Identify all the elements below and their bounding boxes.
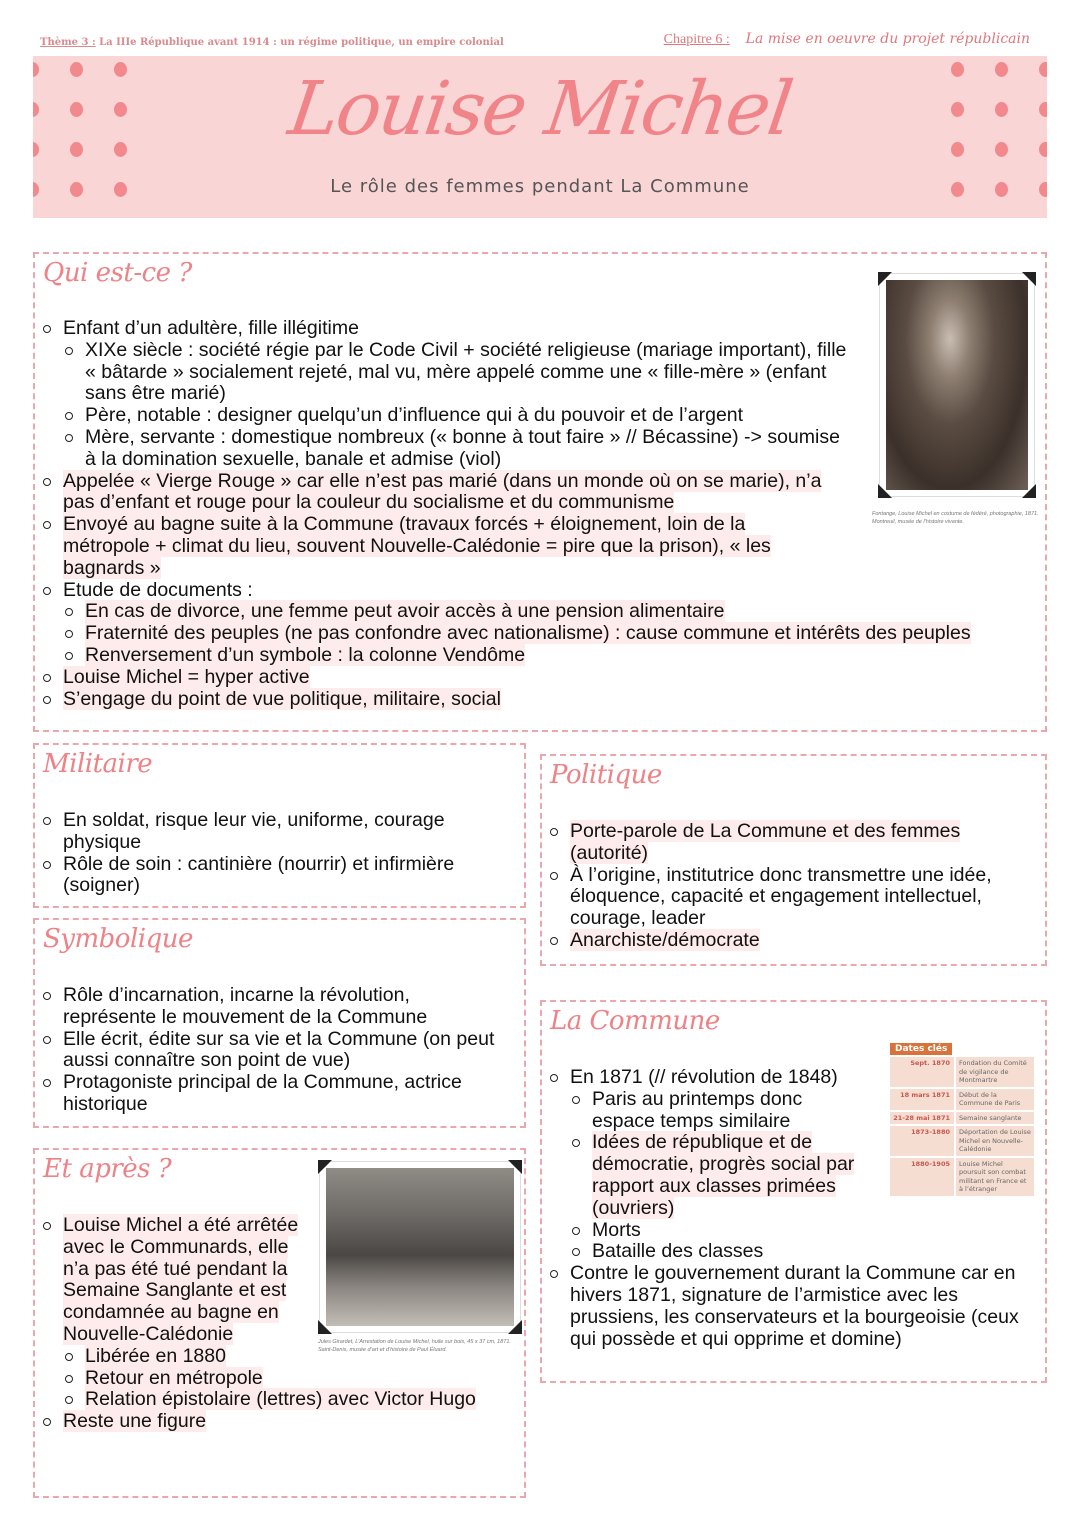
list-item: Père, notable : designer quelqu’un d’influence qui à du pouvoir et de l’argent [63,405,853,427]
bullet-icon [550,1074,558,1082]
list-item: Etude de documents : En cas de divorce, une femme peut avoir accès à une pension alimentaire Fraternité des peuples (ne pas confondre avec nationalisme) : cause commune et intérêts des peuples Renversement d’un symbole : la colonne Vendôme [35,580,1035,667]
bullet-icon [65,1353,73,1361]
section-militaire [33,743,526,908]
bullet-icon [43,1079,51,1087]
bullet-icon [43,587,51,595]
theme-label: Thème 3 : [40,37,96,48]
bullet-icon [43,817,51,825]
bullet-icon [572,1139,580,1147]
list-item: S’engage du point de vue politique, militaire, social [35,689,1035,711]
list-item: Bataille des classes [570,1241,870,1263]
page-title: Louise Michel [283,66,797,152]
bullet-icon [550,872,558,880]
section-heading: Qui est-ce ? [43,258,192,288]
list-item: À l’origine, institutrice donc transmettre une idée, éloquence, capacité et engagement intellectuel, courage, leader [542,865,1022,930]
arrest-caption: Jules Girardet, L’Arrestation de Louise Michel, huile sur bois, 45 x 37 cm, 1871. Saint-Denis, musée d’art et d’histoire de Paul Éluard. [318,1339,511,1353]
arrest-painting [320,1162,520,1332]
list-item: Idées de république et de démocratie, progrès social par rapport aux classes primées (ouvriers) [570,1132,870,1219]
section-heading: La Commune [550,1006,720,1036]
list-item: Rôle d’incarnation, incarne la révolution, représente le mouvement de la Commune [35,985,505,1029]
bullet-icon [572,1248,580,1256]
bullet-icon [65,1396,73,1404]
list-item: Appelée « Vierge Rouge » car elle n’est pas marié (dans un monde où on se marie), n’a pas d’enfant et rouge pour la couleur du socialisme et du communisme [35,471,833,515]
table-row: 1880-1905 Louise Michel poursuit son combat militant en France et à l’étranger [890,1158,1034,1196]
section-heading: Symbolique [43,924,193,954]
bullet-icon [550,1270,558,1278]
section-qui-est-ce [33,252,1047,732]
list-item: Relation épistolaire (lettres) avec Victor Hugo [35,1389,505,1411]
list-item: Envoyé au bagne suite à la Commune (travaux forcés + éloignement, loin de la métropole + climat du lieu, souvent Nouvelle-Calédonie = pire que la prison), « les bagnards » [35,514,803,579]
list-item: Contre le gouvernement durant la Commune car en hivers 1871, signature de l’armistice avec les prussiens, les conservateurs et la bourgeoisie (ceux qui possède et qui opprime et domine) [542,1263,1032,1350]
list-item: Renversement d’un symbole : la colonne Vendôme [63,645,1035,667]
bullet-icon [550,937,558,945]
bullet-icon [43,521,51,529]
bullet-icon [572,1096,580,1104]
bullet-icon [65,434,73,442]
list-item: Louise Michel a été arrêtée avec le Communards, elle n’a pas été tué pendant la Semaine Sanglante et est condamnée au bagne en Nouvelle-Calédonie [35,1215,303,1346]
bullet-icon [65,1375,73,1383]
list-item: Enfant d’un adultère, fille illégitime XIXe siècle : société régie par le Code Civil + société religieuse (mariage important), fille « bâtarde » socialement rejeté, mal vu, mère appelé comme une « fille-mère » (enfant sans être marié) Père, notable : designer quelqu’un d’influence qui à du pouvoir et de l’argent Mère, servante : domestique nombreux (« bonne à tout faire » // Bécassine) -> soumise à la domination sexuelle, banale et admise (viol) [35,318,1035,471]
section-et-apres [33,1148,526,1498]
table-row: 21-28 mai 1871 Semaine sanglante [890,1112,1034,1125]
list-item: En cas de divorce, une femme peut avoir accès à une pension alimentaire [63,601,1035,623]
bullet-icon [550,828,558,836]
section-heading: Et après ? [43,1154,172,1184]
bullet-icon [65,652,73,660]
list-item: Protagoniste principal de la Commune, actrice historique [35,1072,493,1116]
list-item: Libérée en 1880 [35,1346,505,1368]
list-item: Paris au printemps donc espace temps similaire [570,1089,870,1133]
list-item: Fraternité des peuples (ne pas confondre avec nationalisme) : cause commune et intérêts des peuples [63,623,1035,645]
bullet-icon [65,608,73,616]
bullet-icon [43,1036,51,1044]
list-item: XIXe siècle : société régie par le Code Civil + société religieuse (mariage important), fille « bâtarde » socialement rejeté, mal vu, mère appelé comme une « fille-mère » (enfant sans être marié) [63,340,853,405]
list-item: Louise Michel = hyper active [35,667,1035,689]
list-item: En 1871 (// révolution de 1848) Paris au printemps donc espace temps similaire Idées de république et de démocratie, progrès social par rapport aux classes primées (ouvriers) Morts Bataille des classes [542,1067,1032,1263]
bullet-icon [65,347,73,355]
list-item: Mère, servante : domestique nombreux (« bonne à tout faire » // Bécassine) -> soumise à la domination sexuelle, banale et admise (viol) [63,427,853,471]
key-dates-label: Dates clés [890,1043,952,1055]
list-item: Retour en métropole [35,1368,505,1390]
page-subtitle: Le rôle des femmes pendant La Commune [330,176,750,197]
chapter-title: La mise en oeuvre du projet républicain [745,31,1030,47]
section-symbolique [33,918,526,1128]
section-heading: Militaire [43,749,153,779]
theme-header [40,37,504,48]
list-item: Rôle de soin : cantinière (nourrir) et infirmière (soigner) [35,854,475,898]
table-row: Sept. 1870 Fondation du Comité de vigilance de Montmartre [890,1057,1034,1087]
bullet-icon [43,861,51,869]
list-item: Morts [570,1220,870,1242]
bullet-icon [65,412,73,420]
bullet-icon [43,992,51,1000]
bullet-icon [43,1418,51,1426]
section-heading: Politique [550,760,662,790]
bullet-icon [43,674,51,682]
chapter-header [664,30,1030,48]
bullet-icon [43,478,51,486]
bullet-icon [43,1222,51,1230]
list-item: Anarchiste/démocrate [542,930,1022,952]
table-row: 1873-1880 Déportation de Louise Michel en Nouvelle-Calédonie [890,1126,1034,1156]
portrait-caption: Fontange, Louise Michel en costume de fédéré, photographie, 1871. Montreuil, musée de l’histoire vivante. [872,511,1039,525]
list-item: Porte-parole de La Commune et des femmes (autorité) [542,821,1000,865]
theme-text: La IIIe République avant 1914 : un régime politique, un empire colonial [95,37,504,48]
section-politique [540,754,1047,966]
portrait-photo [880,274,1034,496]
bullet-icon [43,325,51,333]
list-item: Reste une figure [35,1411,505,1433]
list-item: En soldat, risque leur vie, uniforme, courage physique [35,810,475,854]
table-row: 18 mars 1871 Début de la Commune de Paris [890,1089,1034,1110]
title-banner [33,56,1047,218]
bullet-icon [572,1227,580,1235]
bullet-icon [43,696,51,704]
list-item: Elle écrit, édite sur sa vie et la Commune (on peut aussi connaître son point de vue) [35,1029,505,1073]
chapter-label: Chapitre 6 : [663,32,730,47]
bullet-icon [65,630,73,638]
key-dates-table [890,1036,1034,1196]
